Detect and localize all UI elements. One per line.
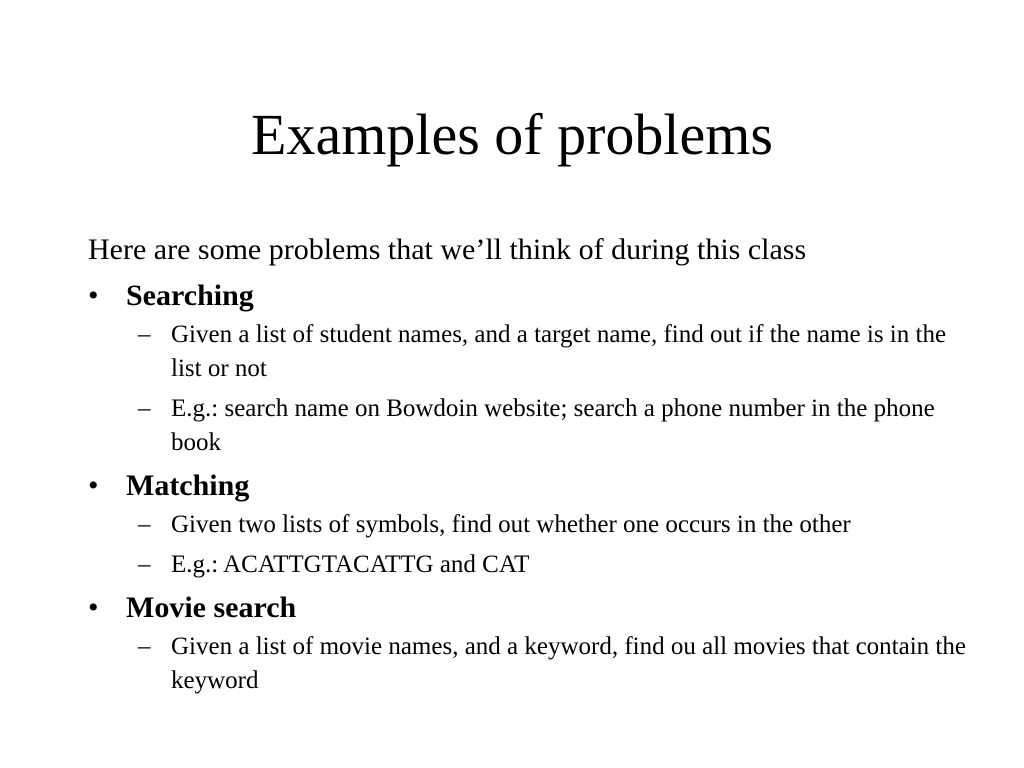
sub-item-text: Given a list of movie names, and a keyword, find ou all movies that contain the keyword [171,633,966,694]
intro-text: Here are some problems that we’ll think of during this class [88,233,807,266]
sub-marker: – [138,321,151,348]
slide-title: Examples of problems [251,102,773,167]
sub-marker: – [138,511,151,538]
bullet-label: Searching [126,279,254,312]
sub-marker: – [138,633,151,660]
sub-item [88,392,978,460]
bullet-movie-search [88,588,978,628]
bullet-matching [88,466,978,506]
sub-item-text: Given a list of student names, and a target name, find out if the name is in the list or not [171,321,947,382]
bullet-label: Movie search [126,591,297,624]
sub-item-text: E.g.: ACATTGTACATTG and CAT [171,551,530,578]
bullet-searching [88,276,978,316]
sub-item-text: Given two lists of symbols, find out whether one occurs in the other [171,511,851,538]
sub-item [88,508,978,542]
sub-list-searching [88,318,978,460]
bullet-label: Matching [126,469,250,502]
sub-item [88,548,978,582]
sub-item [88,318,978,386]
bullet-marker: • [88,469,99,502]
bullet-marker: • [88,591,99,624]
sub-marker: – [138,551,151,578]
bullet-marker: • [88,279,99,312]
sub-item [88,630,978,698]
slide-body [88,230,978,704]
sub-list-matching [88,508,978,582]
sub-marker: – [138,395,151,422]
sub-item-text: E.g.: search name on Bowdoin website; search a phone number in the phone book [171,395,935,456]
sub-list-movie-search [88,630,978,698]
